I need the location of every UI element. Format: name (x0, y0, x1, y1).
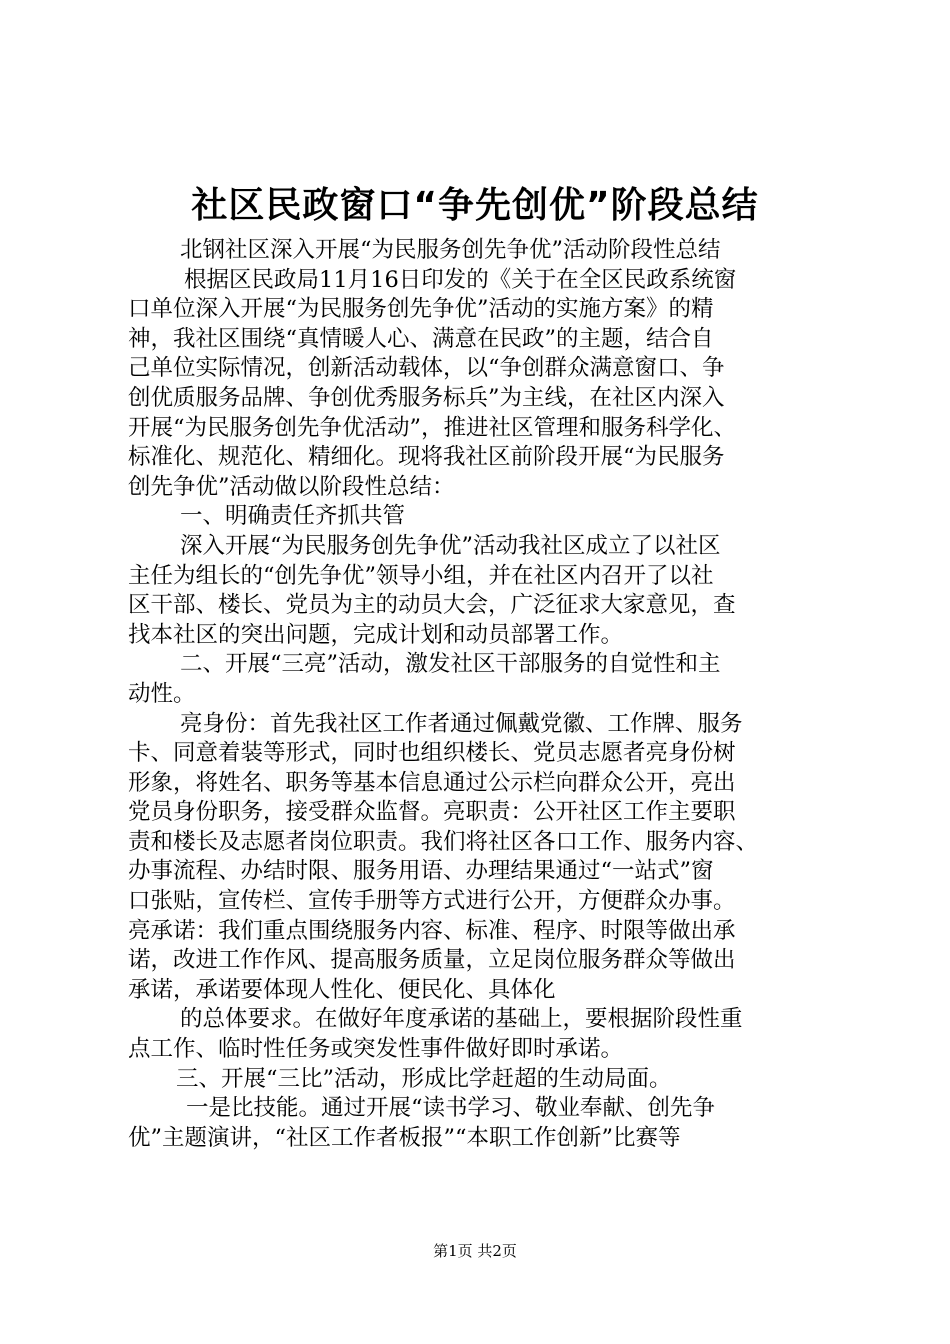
text-line: 主任为组长的“创先争优”领导小组，并在社区内召开了以社 (128, 562, 714, 589)
text-line: 点工作、临时性任务或突发性事件做好即时承诺。 (128, 1036, 624, 1063)
text-line: 形象，将姓名、职务等基本信息通过公示栏向群众公开，亮出 (128, 769, 736, 796)
text-line: 口单位深入开展“为民服务创先争优”活动的实施方案》的精 (128, 296, 714, 323)
text-line: 诺，改进工作作风、提高服务质量，立足岗位服务群众等做出 (128, 947, 736, 974)
text-line: 口张贴，宣传栏、宣传手册等方式进行公开，方便群众办事。 (128, 888, 736, 915)
text-line: 承诺，承诺要体现人性化、便民化、具体化 (128, 976, 556, 1003)
page-footer: 第1页 共2页 (433, 1242, 517, 1260)
document-title: 社区民政窗口“争先创优”阶段总结 (191, 185, 759, 226)
text-line: 卡、同意着装等形式，同时也组织楼长、党员志愿者亮身份树 (128, 740, 736, 767)
text-line: 动性。 (128, 680, 196, 707)
text-line: 找本社区的突出问题，完成计划和动员部署工作。 (128, 621, 624, 648)
text-line: 亮身份：首先我社区工作者通过佩戴党徽、工作牌、服务 (180, 710, 743, 737)
text-line: 三、开展“三比”活动，形成比学赶超的生动局面。 (176, 1065, 672, 1092)
text-line: 己单位实际情况，创新活动载体，以“争创群众满意窗口、争 (128, 355, 725, 382)
text-line: 神，我社区围绕“真情暖人心、满意在民政”的主题，结合自 (128, 325, 714, 352)
document-body (128, 236, 828, 1153)
text-line: 亮承诺：我们重点围绕服务内容、标准、程序、时限等做出承 (128, 917, 736, 944)
text-line: 的总体要求。在做好年度承诺的基础上，要根据阶段性重 (180, 1006, 743, 1033)
text-line: 一、明确责任齐抓共管 (180, 503, 406, 530)
text-line: 标准化、规范化、精细化。现将我社区前阶段开展“为民服务 (128, 444, 725, 471)
text-line: 二、开展“三亮”活动，激发社区干部服务的自觉性和主 (180, 651, 721, 678)
text-line: 北钢社区深入开展“为民服务创先争优”活动阶段性总结 (180, 237, 721, 263)
text-line: 优”主题演讲，“社区工作者板报”“本职工作创新”比赛等 (128, 1124, 681, 1151)
text-line: 办事流程、办结时限、服务用语、办理结果通过“一站式”窗 (128, 858, 714, 885)
text-line: 一是比技能。通过开展“读书学习、敬业奉献、创先争 (186, 1095, 716, 1122)
text-line: 区干部、楼长、党员为主的动员大会，广泛征求大家意见，查 (128, 592, 736, 619)
text-line: 深入开展“为民服务创先争优”活动我社区成立了以社区 (180, 532, 721, 559)
text-line: 开展“为民服务创先争优活动”，推进社区管理和服务科学化、 (128, 414, 737, 441)
text-line: 创先争优”活动做以阶段性总结： (128, 473, 455, 500)
text-line: 创优质服务品牌、争创优秀服务标兵”为主线，在社区内深入 (128, 384, 725, 411)
text-line: 责和楼长及志愿者岗位职责。我们将社区各口工作、服务内容、 (128, 828, 759, 855)
text-line: 党员身份职务，接受群众监督。亮职责：公开社区工作主要职 (128, 799, 736, 826)
text-line: 根据区民政局11月16日印发的《关于在全区民政系统窗 (184, 266, 737, 293)
